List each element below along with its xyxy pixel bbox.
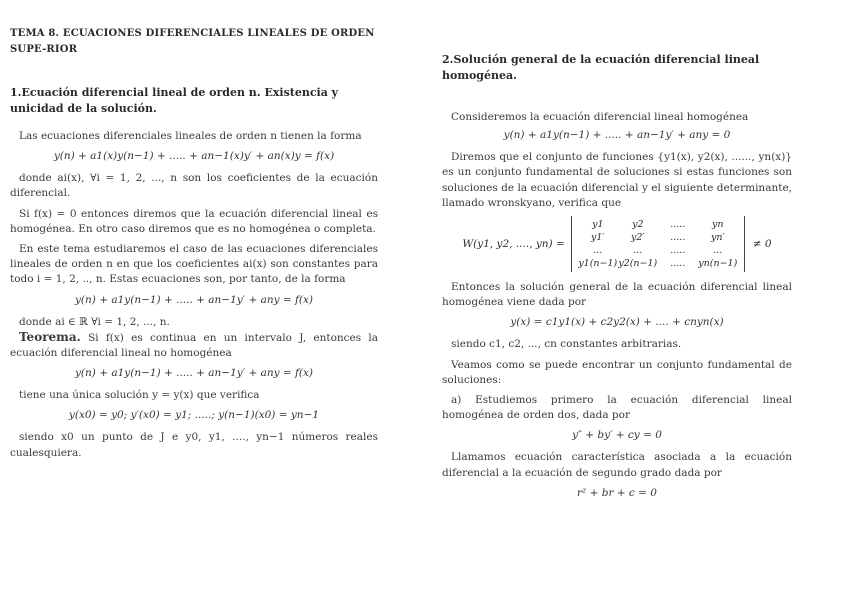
paragraph: Entonces la solución general de la ecuación diferencial lineal homogénea viene dada por [442,281,792,309]
wronskian [442,216,792,272]
matrix-cell: yn(n−1) [698,258,738,270]
matrix-cell: ..... [670,258,686,270]
paragraph: Las ecuaciones diferenciales lineales de orden n tienen la forma [19,130,362,142]
matrix-cell: ..... [670,232,686,244]
matrix-cell: ... [633,245,643,257]
equation: y(n) + a1y(n−1) + ..... + an−1y′ + any = f(x) [74,367,314,380]
equation: y(x0) = y0; y′(x0) = y1; .....; y(n−1)(x0) = yn−1 [68,409,320,422]
matrix-cell: y2 [632,219,644,231]
equation: r² + br + c = 0 [577,486,657,499]
equation: y″ + by′ + cy = 0 [572,429,662,442]
wronskian-matrix [571,216,745,272]
matrix-cell: yn [712,219,724,231]
matrix-cell: ..... [670,219,686,231]
paragraph: Diremos que el conjunto de funciones {y1(x), y2(x), ......, yn(x)} es un conjunto fundamental de soluciones si estas funciones son soluciones de la ecuación diferencial y el siguiente determinante, llamado wronskyano, verifica que [442,151,792,209]
matrix-cell: yn′ [710,232,725,244]
theorem-text: Si f(x) es continua en un intervalo J, entonces la ecuación diferencial lineal no homogénea [10,331,378,360]
chapter-header: TEMA 8. ECUACIONES DIFERENCIALES LINEALES DE ORDEN SUPE-RIOR [10,28,375,55]
section1-title: 1.Ecuación diferencial lineal de orden n. Existencia y unicidad de la solución. [10,86,339,115]
matrix-cell: y1 [592,219,604,231]
equation: y(n) + a1y(n−1) + ..... + an−1y′ + any = 0 [503,129,731,142]
equation: y(n) + a1(x)y(n−1) + ..... + an−1(x)y′ + an(x)y = f(x) [53,150,335,163]
equation: y(n) + a1y(n−1) + ..... + an−1y′ + any = f(x) [74,293,314,306]
matrix-cell: y1(n−1) [578,258,618,270]
matrix-cell: y1′ [591,232,605,244]
paragraph: siendo x0 un punto de J e y0, y1, ...., yn−1 números reales cualesquiera. [10,431,378,459]
wronskian-label: W(y1, y2, ...., yn) = [462,238,565,251]
matrix-cell: y2′ [631,232,645,244]
not-equal-zero: ≠ 0 [752,238,772,251]
matrix-cell: ... [593,245,603,257]
paragraph: Consideremos la ecuación diferencial lineal homogénea [451,111,749,123]
paragraph: Veamos como se puede encontrar un conjunto fundamental de soluciones: [442,358,792,386]
equation: y(x) = c1y1(x) + c2y2(x) + .... + cnyn(x) [510,316,724,329]
matrix-cell: ..... [670,245,686,257]
paragraph: En este tema estudiaremos el caso de las ecuaciones diferenciales lineales de orden n en que los coeficientes ai(x) son constantes para todo i = 1, 2, .., n. Estas ecuaciones son, por tanto, de la forma [10,243,378,286]
theorem-label: Teorema. [19,329,81,344]
theorem [10,330,378,361]
matrix-cell: y2(n−1) [618,258,658,270]
right-page [424,0,848,600]
paragraph: donde ai(x), ∀i = 1, 2, ..., n son los coeficientes de la ecuación diferencial. [10,172,378,200]
matrix-cell: ... [713,245,723,257]
paragraph: siendo c1, c2, ..., cn constantes arbitrarias. [451,338,682,351]
section2-title: 2.Solución general de la ecuación diferencial lineal homogénea. [442,53,760,82]
paragraph: tiene una única solución y = y(x) que verifica [19,389,260,402]
paragraph: a) Estudiemos primero la ecuación diferencial lineal homogénea de orden dos, dada por [442,394,792,422]
paragraph: Si f(x) = 0 entonces diremos que la ecuación diferencial lineal es homogénea. En otro caso diremos que es no homogénea o completa. [10,207,378,235]
paragraph: donde ai ∈ ℝ ∀i = 1, 2, ..., n. [19,315,170,328]
paragraph: Llamamos ecuación característica asociada a la ecuación diferencial a la ecuación de segundo grado dada por [442,451,792,479]
